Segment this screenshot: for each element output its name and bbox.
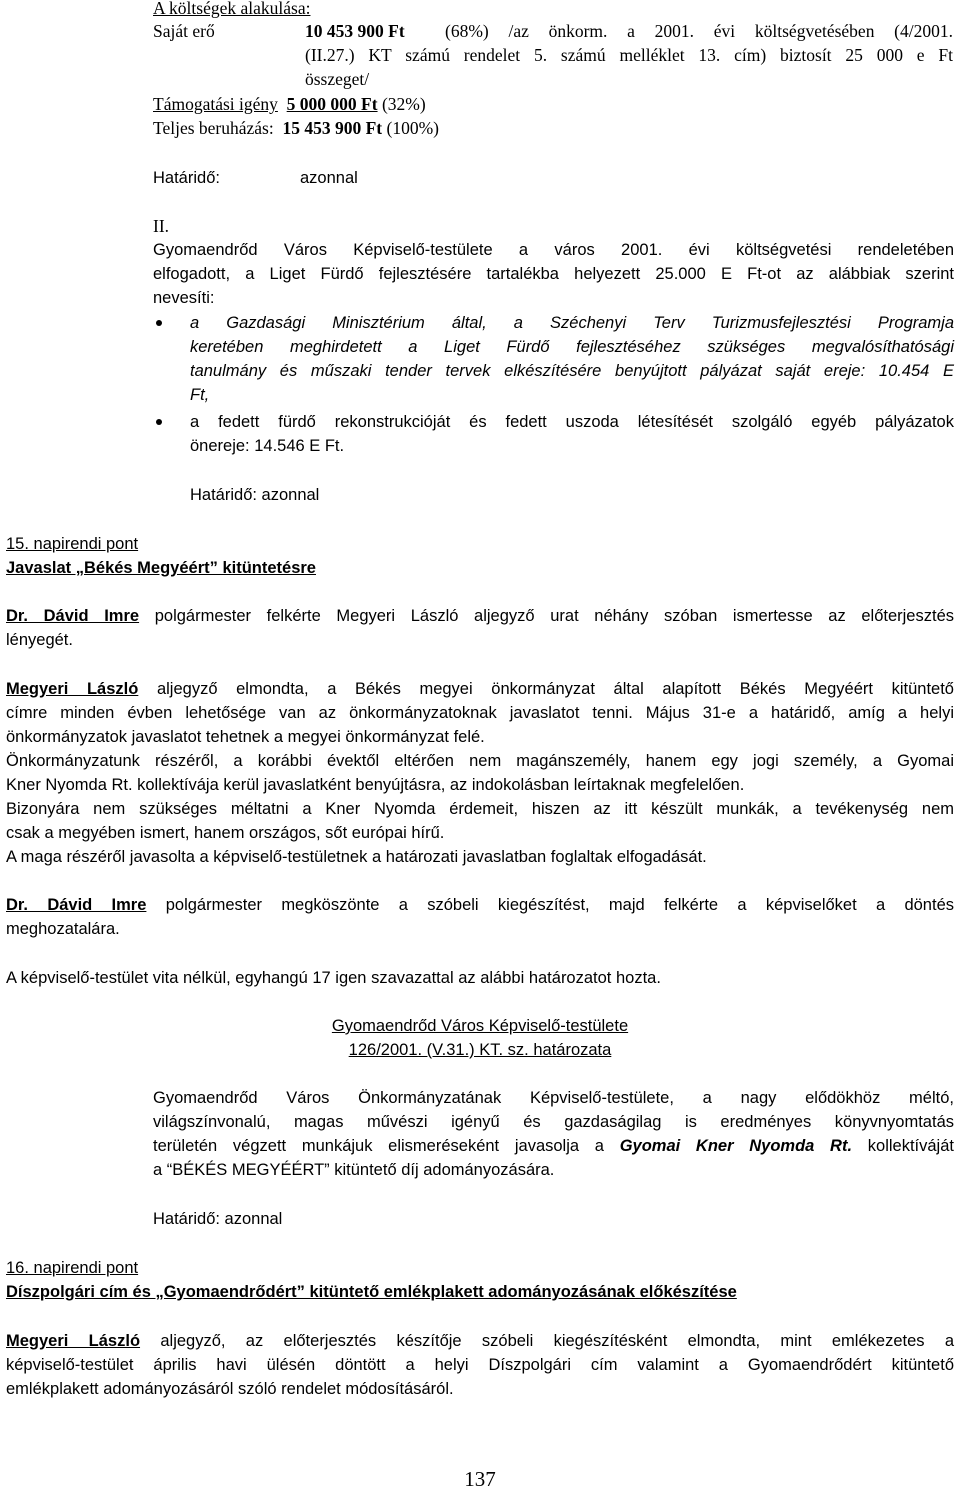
item16-title: Díszpolgári cím és „Gyomaendrődért” kitüntető emlékplakett adományozásának előkészítése — [6, 1283, 737, 1301]
total-label: Teljes beruházás: — [153, 118, 274, 138]
item15-p2-line-5: Kner Nyomda Rt. kollektívája kerül javaslatként benyújtásra, az indokolásban leírtaknak megfelelően. — [6, 776, 745, 794]
page-number: 137 — [464, 1467, 496, 1491]
section2-line-2: elfogadott, a Liget Fürdő fejlesztésére tartalékba helyezett 25.000 E Ft-ot az alábbiak szerint — [153, 265, 954, 283]
bullet-icon — [156, 419, 162, 425]
item15-title: Javaslat „Békés Megyéért” kitüntetésre — [6, 559, 316, 577]
own-funds-label: Saját erő — [153, 21, 215, 41]
text: polgármester felkérte Megyeri László aljegyző urat néhány szóban ismertesse az előterjesztés — [154, 607, 954, 625]
own-funds-amount: 10 453 900 Ft — [305, 21, 405, 41]
support-pct: (32%) — [381, 94, 426, 114]
resolution-line-4: a “BÉKÉS MEGYÉÉRT” kitüntető díj adományozására. — [153, 1161, 555, 1179]
item16-number: 16. napirendi pont — [6, 1259, 139, 1277]
speaker-name: Megyeri László — [6, 680, 139, 698]
bullet-icon — [156, 320, 162, 326]
bullet2-line-1: a fedett fürdő rekonstrukcióját és fedett uszoda létesítését szolgáló egyéb pályázatok — [190, 413, 954, 431]
costs-heading: A költségek alakulása: — [153, 0, 311, 18]
item15-vote: A képviselő-testület vita nélkül, egyhangú 17 igen szavazattal az alábbi határozatot hozta. — [6, 969, 661, 987]
own-funds-note-1: (68%) /az önkorm. a 2001. évi költségvetésében (4/2001. — [445, 21, 953, 41]
support-label: Támogatási igény — [153, 94, 278, 114]
own-funds-note-3: összeget/ — [305, 69, 370, 89]
item16-p1-line-1 — [6, 1330, 954, 1352]
bullet1-line-3: tanulmány és műszaki tender tervek elkészítésére benyújtott pályázat saját ereje: 10.454 E — [190, 362, 954, 380]
item15-p2-line-8: A maga részéről javasolta a képviselő-testületnek a határozati javaslatban foglaltak elfogadását. — [6, 848, 707, 866]
total-pct: (100%) — [386, 118, 439, 138]
total-amount: 15 453 900 Ft — [282, 118, 383, 138]
item15-p2-line-3: önkormányzatok javaslatot tehetnek a megyei önkormányzat felé. — [6, 728, 485, 746]
text: polgármester megköszönte a szóbeli kiegészítést, majd felkérte a képviselőket a döntés — [165, 896, 954, 914]
resolution-line-3 — [153, 1135, 954, 1157]
item15-p1-line-2: lényegét. — [6, 631, 73, 649]
text: aljegyző elmondta, a Békés megyei önkormányzat által alapított Békés Megyéért kitüntető — [156, 680, 954, 698]
item15-p2-line-2: címre minden évben lehetősége van az önkormányzatoknak javaslatot tenni. Május 31-e a határidő, amíg a helyi — [6, 704, 954, 722]
item15-p1-line-1 — [6, 605, 954, 627]
text: aljegyző, az előterjesztés készítője szóbeli kiegészítésként elmondta, mint emlékezetes a — [160, 1332, 955, 1350]
own-funds-note-2: (II.27.) KT számú rendelet 5. számú melléklet 13. cím) biztosít 25 000 e Ft — [305, 45, 953, 65]
section2-deadline: Határidő: azonnal — [190, 486, 320, 504]
section-numeral: II. — [153, 216, 170, 236]
speaker-name: Megyeri László — [6, 1332, 141, 1350]
costs-deadline-label: Határidő: — [153, 169, 220, 187]
costs-deadline-value: azonnal — [300, 169, 358, 187]
item15-p2-line-7: csak a megyében ismert, hanem országos, sőt európai hírű. — [6, 824, 445, 842]
item15-number: 15. napirendi pont — [6, 535, 139, 553]
support-line — [153, 93, 426, 115]
item15-p2-line-6: Bizonyára nem szükséges méltatni a Kner Nyomda érdemeit, hiszen az itt készült munkák, a tevékenység nem — [6, 800, 954, 818]
item15-deadline: Határidő: azonnal — [153, 1210, 283, 1228]
resolution-line-2: világszínvonalú, magas művészi igényű és gazdaságilag is eredményes könyvnyomtatás — [153, 1113, 954, 1131]
total-line — [153, 117, 439, 139]
bullet2-line-2: önereje: 14.546 E Ft. — [190, 437, 345, 455]
resolution-title-2: 126/2001. (V.31.) KT. sz. határozata — [348, 1041, 612, 1059]
speaker-name: Dr. Dávid Imre — [6, 607, 140, 625]
item16-p1-line-3: emlékplakett adományozásáról szóló rendelet módosításáról. — [6, 1380, 454, 1398]
bullet1-line-1: a Gazdasági Minisztérium által, a Széchenyi Terv Turizmusfejlesztési Programja — [190, 314, 954, 332]
bullet1-line-2: keretében meghirdetett a Liget Fürdő fejlesztéséhez szükséges megvalósíthatósági — [190, 338, 954, 356]
text: területén végzett munkájuk elismeréseként javasolja a — [153, 1137, 604, 1155]
item16-p1-line-2: képviselő-testület április havi ülésén döntött a helyi Díszpolgári cím valamint a Gyomaendrődért kitüntető — [6, 1356, 954, 1374]
item15-p2-line-1 — [6, 678, 954, 700]
text: kollektíváját — [867, 1137, 954, 1155]
section2-line-1: Gyomaendrőd Város Képviselő-testülete a város 2001. évi költségvetési rendeletében — [153, 241, 954, 259]
resolution-line-1: Gyomaendrőd Város Önkormányzatának Képviselő-testülete, a nagy elődökhöz méltó, — [153, 1089, 954, 1107]
item15-p3-line-2: meghozatalára. — [6, 920, 120, 938]
support-amount: 5 000 000 Ft — [286, 94, 378, 114]
speaker-name: Dr. Dávid Imre — [6, 896, 147, 914]
bullet1-line-4: Ft, — [190, 386, 210, 404]
item15-p2-line-4: Önkormányzatunk részéről, a korábbi évektől eltérően nem magánszemély, hanem egy jogi személy, a Gyomai — [6, 752, 954, 770]
item15-p3-line-1 — [6, 894, 954, 916]
section2-line-3: nevesíti: — [153, 289, 215, 307]
company-name: Gyomai Kner Nyomda Rt. — [619, 1137, 853, 1155]
resolution-title-1: Gyomaendrőd Város Képviselő-testülete — [331, 1017, 629, 1035]
